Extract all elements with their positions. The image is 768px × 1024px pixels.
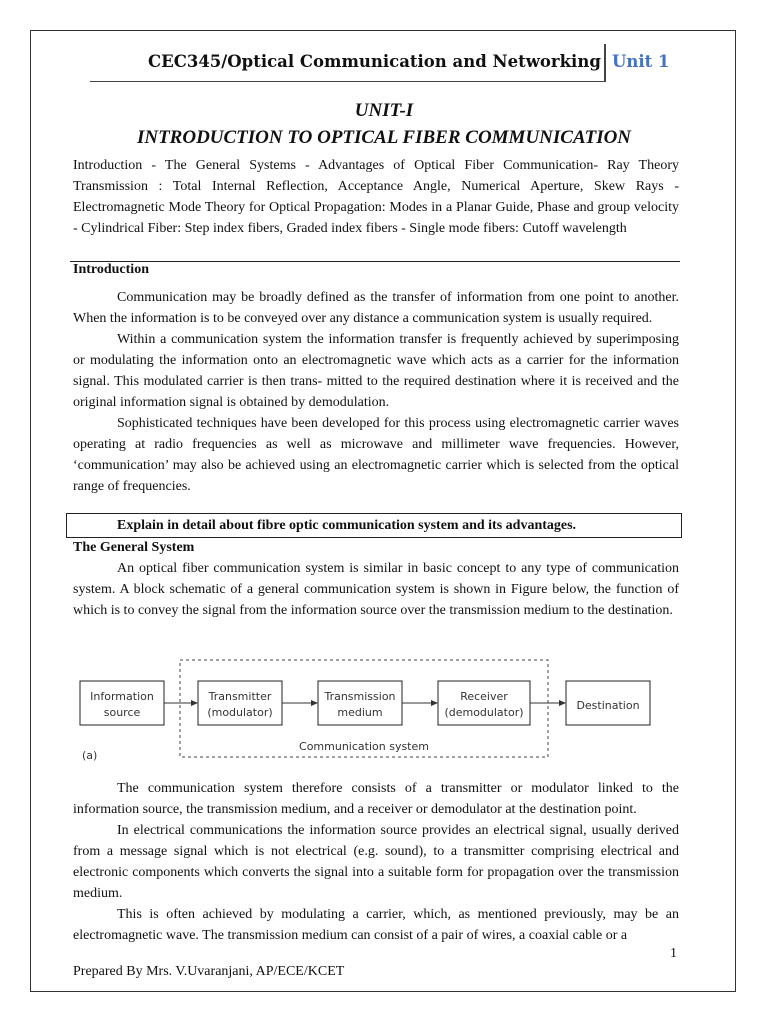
syllabus-text — [73, 155, 679, 239]
general-system-heading: The General System — [73, 540, 195, 555]
body-paragraph-2: In electrical communications the information source provides an electrical signal, usually derived from a message signal which is not electrical (e.g. sound), to a transmitter comprising electrical and electronic components which converts the signal into a suitable form for propagation over the transmission medium. — [73, 823, 679, 901]
body-paragraph-3: This is often achieved by modulating a carrier, which, as mentioned previously, may be an electromagnetic wave. The transmission medium can consist of a pair of wires, a coaxial cable or a — [73, 907, 679, 943]
header-divider — [604, 44, 606, 82]
question-box: Explain in detail about fibre optic communication system and its advantages. — [66, 513, 682, 538]
footer-author: Prepared By Mrs. V.Uvaranjani, AP/ECE/KCET — [73, 964, 345, 979]
transmission-medium-label-2: medium — [337, 706, 383, 719]
receiver-label-2: (demodulator) — [444, 706, 524, 719]
intro-paragraph-2: Within a communication system the information transfer is frequently achieved by superimposing or modulating the information onto an electromagnetic wave which acts as a carrier for the information signal. This modulated carrier is then trans- mitted to the required destination where it is received and the original information signal is obtained by demodulation. — [73, 332, 679, 410]
transmission-medium-label-1: Transmission — [324, 690, 396, 703]
general-system-text — [73, 558, 679, 621]
body-paragraph-1: The communication system therefore consists of a transmitter or modulator linked to the information source, the transmission medium, and a receiver or demodulator at the destination point. — [73, 781, 679, 817]
information-source-label-2: source — [103, 706, 141, 719]
chapter-title: INTRODUCTION TO OPTICAL FIBER COMMUNICATION — [136, 127, 632, 148]
body-text — [73, 778, 679, 946]
syllabus-paragraph: Introduction - The General Systems - Advantages of Optical Fiber Communication- Ray Theory Transmission : Total Internal Reflection, Acceptance Angle, Numerical Aperture, Skew Rays - Electromagnetic Mode Theory for Optical Propagation: Modes in a Planar Guide, Phase and group velocity - Cylindrical Fiber: Step index fibers, Graded index fibers - Single mode fibers: Cutoff wavelength — [73, 158, 679, 236]
introduction-heading: Introduction — [73, 262, 149, 277]
header-underline — [90, 81, 604, 82]
transmitter-label-1: Transmitter — [208, 690, 272, 703]
receiver-label-1: Receiver — [460, 690, 508, 703]
page-header — [90, 44, 678, 82]
section-divider — [70, 261, 680, 262]
course-title: CEC345/Optical Communication and Networking — [148, 52, 601, 71]
unit-heading: UNIT-I — [354, 100, 414, 121]
introduction-text — [73, 287, 679, 497]
transmitter-label-2: (modulator) — [207, 706, 273, 719]
information-source-label-1: Information — [90, 690, 154, 703]
destination-label: Destination — [576, 699, 640, 712]
general-system-paragraph: An optical fiber communication system is similar in basic concept to any type of communication system. A block schematic of a general communication system is shown in Figure below, the function of which is to convey the signal from the information source over the transmission medium to the destination. — [73, 561, 679, 618]
unit-label: Unit 1 — [612, 52, 670, 71]
communication-system-label: Communication system — [299, 740, 429, 753]
figure-label: (a) — [82, 749, 98, 762]
communication-system-diagram — [70, 655, 700, 765]
page-number: 1 — [670, 946, 677, 961]
intro-paragraph-3: Sophisticated techniques have been developed for this process using electromagnetic carrier waves operating at radio frequencies as well as microwave and millimeter wave frequencies. However, ‘communication’ may also be achieved using an electromagnetic carrier which is selected from the optical range of frequencies. — [73, 416, 679, 494]
intro-paragraph-1: Communication may be broadly defined as the transfer of information from one point to another. When the information is to be conveyed over any distance a communication system is usually required. — [73, 290, 679, 326]
